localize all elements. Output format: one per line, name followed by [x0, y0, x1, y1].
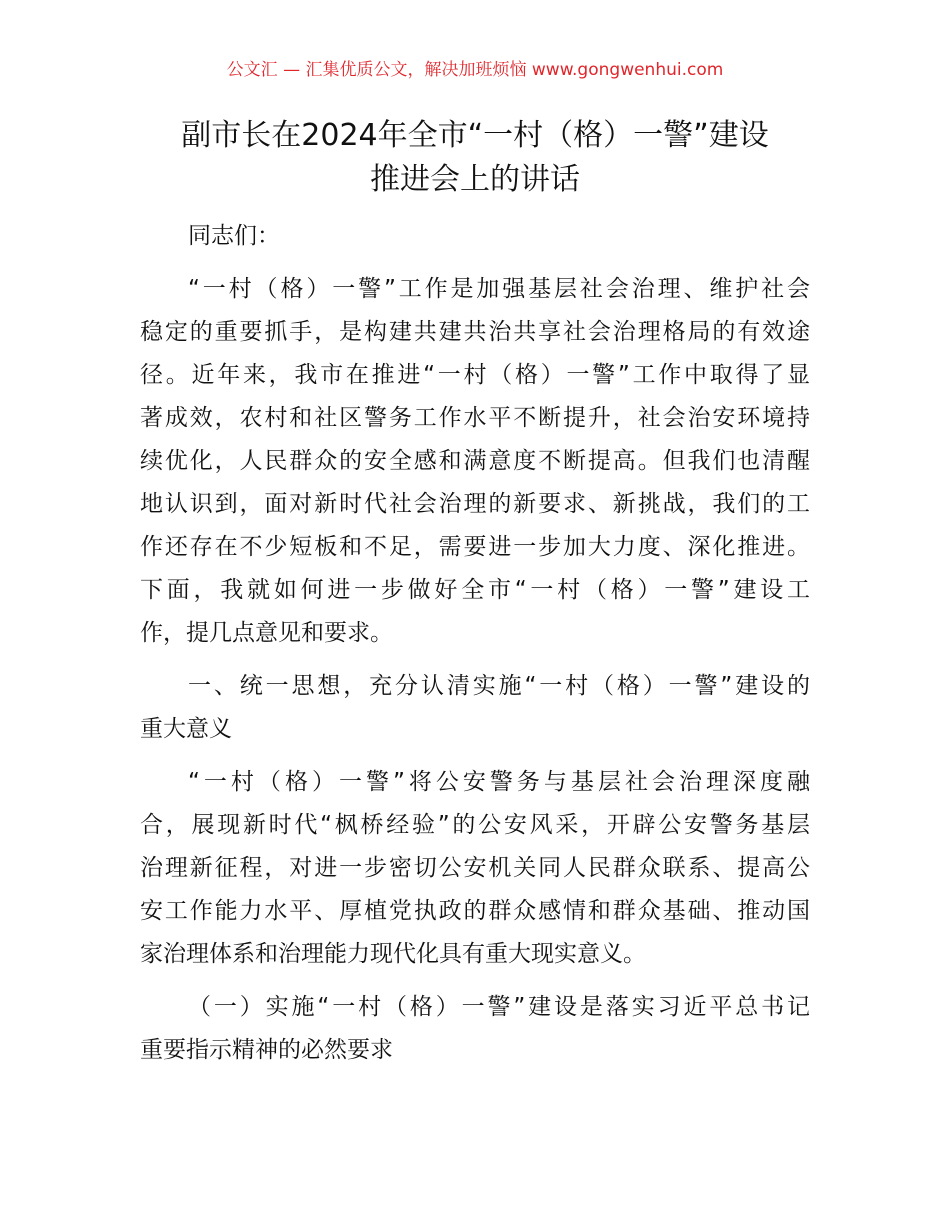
paragraph-heading [140, 665, 810, 751]
text-line: 同志们： [188, 223, 280, 249]
text-line: 治理新征程，对进一步密切公安机关同人民群众联系、提高公 [140, 855, 810, 881]
paragraph-text [140, 761, 810, 976]
watermark-banner: 公文汇 — 汇集优质公文，解决加班烦恼 www.gongwenhui.com [226, 60, 724, 80]
text-line: 径。近年来，我市在推进“一村（格）一警”工作中取得了显 [140, 362, 810, 388]
paragraph-text [140, 268, 810, 655]
text-line: 合，展现新时代“枫桥经验”的公安风采，开辟公安警务基层 [140, 812, 810, 838]
document-body [140, 215, 810, 1072]
text-line: 续优化，人民群众的安全感和满意度不断提高。但我们也清醒 [140, 448, 810, 474]
paragraph-subheading [140, 986, 810, 1072]
text-line: 作，提几点意见和要求。 [140, 620, 393, 646]
text-line: “一村（格）一警”工作是加强基层社会治理、维护社会 [188, 276, 810, 302]
text-line: 重要指示精神的必然要求 [140, 1037, 393, 1063]
text-line: 重大意义 [140, 716, 232, 742]
document-title [100, 114, 850, 202]
text-line: 作还存在不少短板和不足，需要进一步加大力度、深化推进。 [140, 534, 810, 560]
title-line: 副市长在2024年全市“一村（格）一警”建设 [181, 118, 769, 153]
text-line: “一村（格）一警”将公安警务与基层社会治理深度融 [188, 769, 810, 795]
text-line: 家治理体系和治理能力现代化具有重大现实意义。 [140, 941, 646, 967]
text-line: 一、统一思想，充分认清实施“一村（格）一警”建设的 [188, 673, 810, 699]
text-line: 地认识到，面对新时代社会治理的新要求、新挑战，我们的工 [140, 491, 810, 517]
paragraph-salutation [140, 215, 810, 258]
text-line: 安工作能力水平、厚植党执政的群众感情和群众基础、推动国 [140, 898, 810, 924]
text-line: 稳定的重要抓手，是构建共建共治共享社会治理格局的有效途 [140, 319, 810, 345]
title-line: 推进会上的讲话 [370, 162, 580, 197]
text-line: 下面，我就如何进一步做好全市“一村（格）一警”建设工 [140, 577, 810, 603]
text-line: （一）实施“一村（格）一警”建设是落实习近平总书记 [188, 994, 810, 1020]
text-line: 著成效，农村和社区警务工作水平不断提升，社会治安环境持 [140, 405, 810, 431]
